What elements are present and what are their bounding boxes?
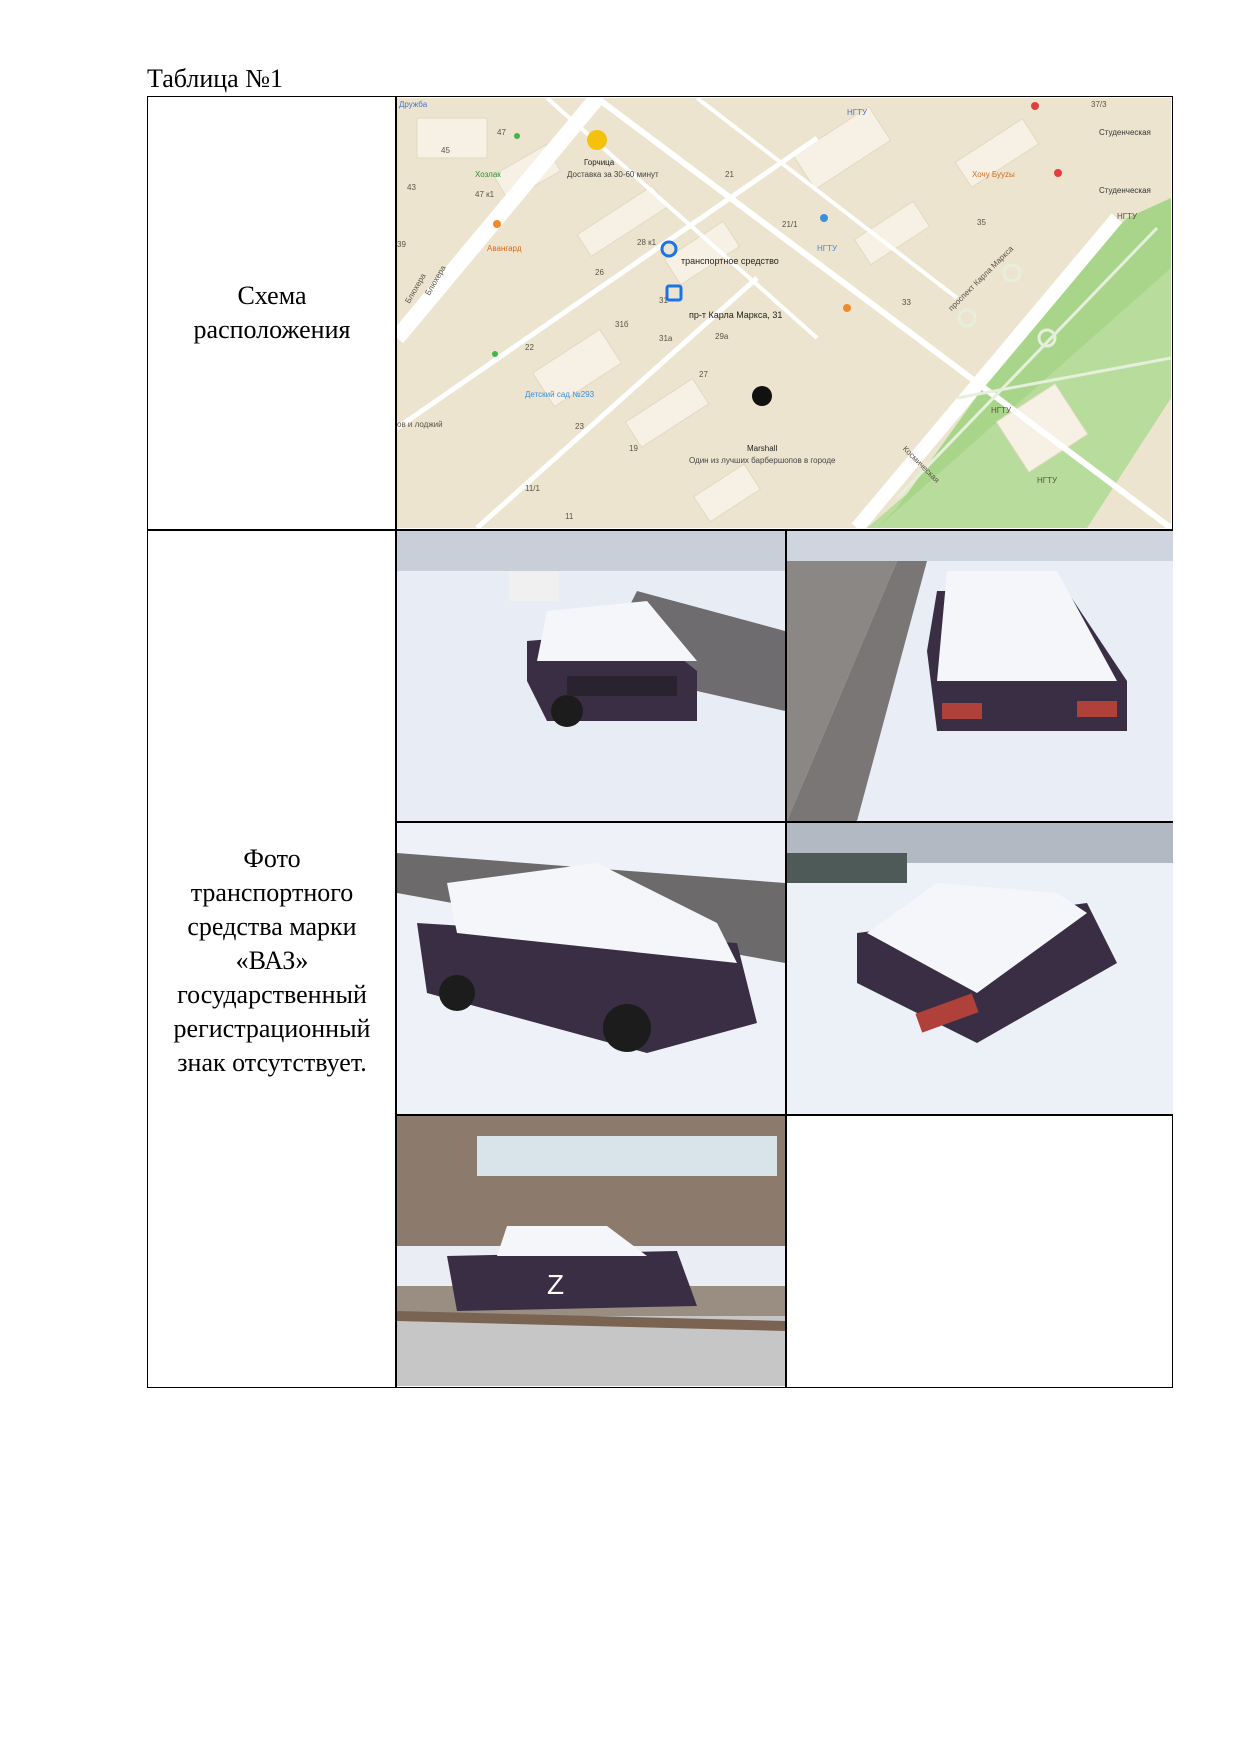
table-caption: Таблица №1 (147, 64, 284, 93)
map-label: 31а (659, 334, 673, 343)
label-line: Фото (243, 844, 301, 873)
evidence-table (147, 96, 1173, 1388)
map-label: пр-т Карла Маркса, 31 (689, 310, 783, 320)
row-label-photo (148, 842, 396, 1080)
map-label: НГТУ (847, 108, 868, 117)
map-label: 26 (595, 268, 604, 277)
label-line: знак отсутствует. (177, 1048, 367, 1077)
label-line: транспортного (190, 878, 354, 907)
map-label: 27 (699, 370, 708, 379)
map-label: Детский сад №293 (525, 390, 595, 399)
map-label: НГТУ (1037, 476, 1058, 485)
map-label: 11/1 (525, 484, 540, 493)
map-label: 43 (407, 183, 416, 192)
map-label: Авангард (487, 244, 522, 253)
map-label: Блюхера (403, 271, 428, 306)
map-label: 37/3 (1091, 100, 1107, 109)
map-label: 21/1 (782, 220, 798, 229)
map-label: 22 (525, 343, 534, 352)
map-label: НГТУ (991, 406, 1012, 415)
map-label: 33 (902, 298, 911, 307)
car-photo-rear-side[interactable] (787, 823, 1173, 1114)
map-label: Дружба (399, 100, 428, 109)
map-label: Хозлак (475, 170, 501, 179)
car-photo-front[interactable] (397, 531, 785, 821)
label-line: регистрационный (173, 1014, 371, 1043)
row-label-scheme (148, 279, 396, 347)
map-label: Доставка за 30-60 минут (567, 170, 659, 179)
map-label: 29а (715, 332, 729, 341)
label-line: «ВАЗ» (235, 946, 309, 975)
map-label: 47 (497, 128, 506, 137)
map-label: 31б (615, 320, 629, 329)
map-label: Горчица (584, 158, 615, 167)
map-label: 45 (441, 146, 450, 155)
label-line: средства марки (187, 912, 357, 941)
map-label: Космическая (900, 444, 942, 485)
map-label: НГТУ (817, 244, 838, 253)
label-line: Схема (237, 281, 307, 310)
label-line: расположения (193, 315, 351, 344)
car-photo-side[interactable] (397, 823, 785, 1114)
map-label: проспект Карла Маркса (946, 244, 1016, 313)
map-label: ов и лоджий (397, 420, 443, 429)
map-label: НГТУ (1117, 212, 1138, 221)
svg-text:Z: Z (547, 1269, 565, 1300)
map-label: 47 к1 (475, 190, 495, 199)
car-photo-profile[interactable] (397, 1116, 785, 1386)
label-line: государственный (177, 980, 367, 1009)
map-label: Студенческая (1099, 128, 1151, 137)
map-label: 19 (629, 444, 638, 453)
map-label: 39 (397, 240, 406, 249)
map-label: Блюхера (423, 263, 448, 298)
map-label: транспортное средство (681, 256, 779, 266)
location-map[interactable] (397, 98, 1171, 528)
map-label: Marshall (747, 444, 778, 453)
car-photo-rear[interactable] (787, 531, 1173, 821)
map-label: 21 (725, 170, 734, 179)
map-label: 28 к1 (637, 238, 657, 247)
map-label: 23 (575, 422, 584, 431)
map-label: 11 (565, 512, 574, 521)
map-label: Хочу Бууzы (972, 170, 1015, 179)
map-label: 31 (659, 296, 668, 305)
map-label: Один из лучших барбершопов в городе (689, 456, 836, 465)
map-label: 35 (977, 218, 986, 227)
map-label: Студенческая (1099, 186, 1151, 195)
